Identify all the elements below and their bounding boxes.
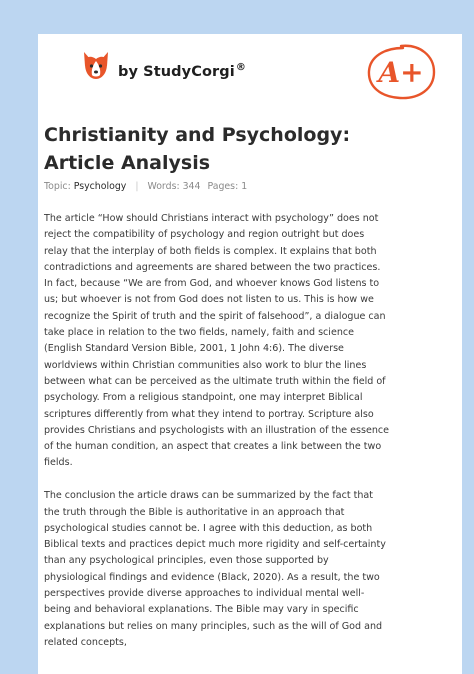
document-body <box>44 211 390 668</box>
pages-label: Pages: <box>207 181 239 192</box>
words-label: Words: <box>147 181 180 192</box>
grade-text: A+ <box>378 56 424 89</box>
document-meta <box>44 181 247 192</box>
page-title: Christianity and Psychology: Article Analysis <box>44 124 351 174</box>
paragraph: The article “How should Christians interact with psychology” does not reject the compatibility of psychology and region outright but does relay that the interplay of both fields is complex. It explains that both contradictions and agreements are shared between the two practices. In fact, because “We are from God, and whoever knows God listens to us; but whoever is not from God does not listen to us. This is how we recognize the Spirit of truth and the spirit of falsehood”, a dialogue can take place in relation to the two fields, namely, faith and science (English Standard Version Bible, 2001, 1 John 4:6). The diverse worldviews within Christian communities also work to blur the lines between what can be perceived as the ultimate truth within the field of psychology. From a religious standpoint, one may interpret Biblical scriptures differently from what they intend to portray. Scripture also provides Christians and psychologists with an illustration of the essence of the human condition, an aspect that creates a link between the two fields. <box>44 213 390 469</box>
brand-name[interactable] <box>118 62 246 80</box>
meta-divider: | <box>135 181 139 192</box>
brand-name-text: by StudyCorgi <box>118 64 235 80</box>
pages-count: 1 <box>241 181 248 192</box>
topic-link[interactable]: Psychology <box>73 181 127 192</box>
a-plus-grade-badge <box>364 42 438 102</box>
topic-label: Topic: <box>44 181 71 192</box>
paragraph: The conclusion the article draws can be summarized by the fact that the truth through the Bible is authoritative in an approach that psychological studies cannot be. I agree with this deduction, as both Biblical texts and practices depict much more rigidity and self-certainty than any psychological principles, even those supported by physiological findings and evidence (Black, 2020). As a result, the two perspectives provide diverse approaches to individual mental well-being and behavioral explanations. The Bible may vary in specific explanations but relies on many principles, such as the will of God and related concepts, <box>44 490 386 648</box>
words-count: 344 <box>182 181 201 192</box>
corgi-logo-icon[interactable] <box>82 50 110 82</box>
registered-mark: ® <box>235 62 246 73</box>
